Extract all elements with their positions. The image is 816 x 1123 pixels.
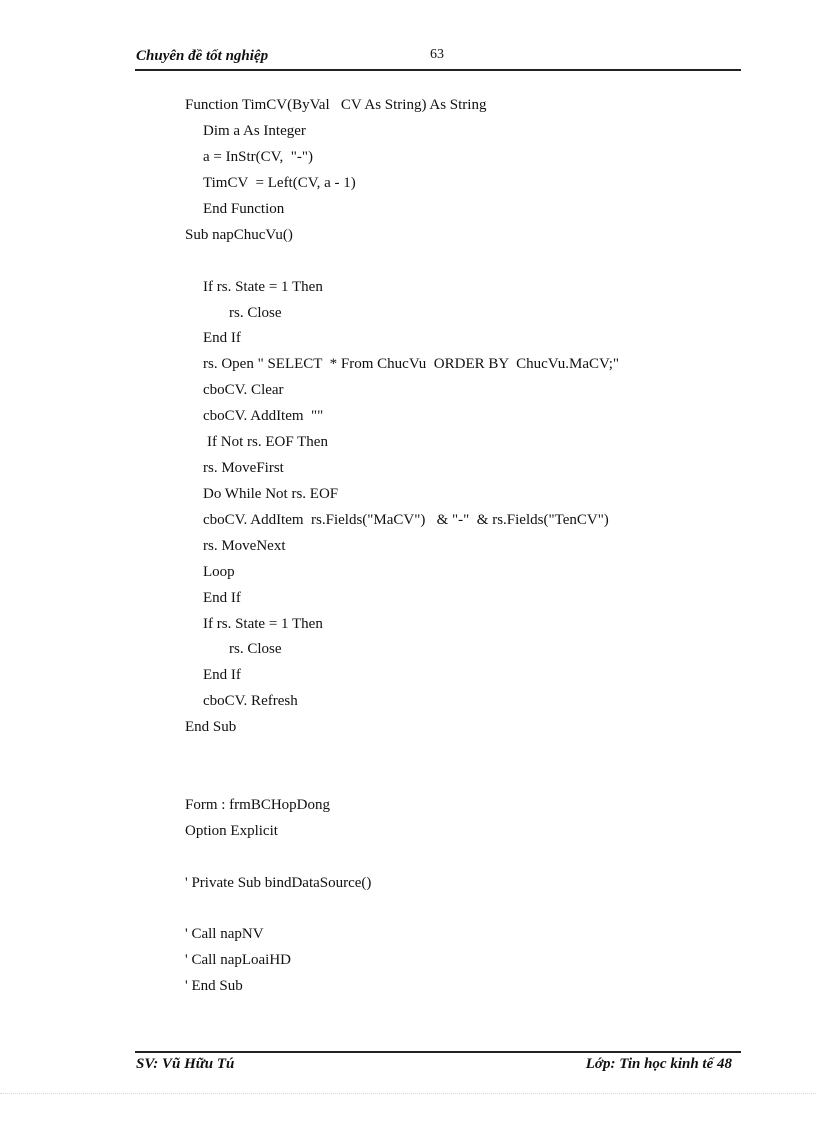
- header-title: Chuyên đề tốt nghiệp: [136, 48, 269, 64]
- code-line: cboCV. AddItem rs.Fields("MaCV") & "-" & rs.Fields("TenCV"): [203, 512, 609, 528]
- code-line: a = InStr(CV, "-"): [203, 149, 314, 165]
- code-line: rs. Close: [229, 641, 282, 657]
- code-line: ' Private Sub bindDataSource(): [185, 875, 372, 891]
- code-line: If Not rs. EOF Then: [207, 434, 328, 450]
- page-number: 63: [430, 47, 444, 62]
- code-line: rs. Close: [229, 305, 282, 321]
- code-line: rs. Open " SELECT * From ChucVu ORDER BY ChucVu.MaCV;": [203, 356, 619, 372]
- code-line: Loop: [203, 564, 235, 580]
- footer-student: SV: Vũ Hữu Tú: [136, 1056, 235, 1072]
- code-line: Option Explicit: [185, 823, 278, 839]
- code-line: Form : frmBCHopDong: [185, 797, 331, 813]
- code-line: End If: [203, 667, 241, 683]
- code-line: Function TimCV(ByVal CV As String) As String: [185, 97, 487, 113]
- page-bottom-edge: [0, 1093, 816, 1094]
- footer-divider: [135, 1051, 741, 1053]
- code-line: TimCV = Left(CV, a - 1): [203, 175, 356, 191]
- code-line: rs. MoveNext: [203, 538, 286, 554]
- code-line: If rs. State = 1 Then: [203, 279, 323, 295]
- code-line: rs. MoveFirst: [203, 460, 284, 476]
- code-line: End Sub: [185, 719, 237, 735]
- code-line: ' Call napNV: [185, 926, 264, 942]
- code-line: If rs. State = 1 Then: [203, 616, 323, 632]
- footer-class: Lớp: Tin học kinh tế 48: [585, 1056, 732, 1072]
- code-line: End Function: [203, 201, 285, 217]
- code-line: ' End Sub: [185, 978, 243, 994]
- code-line: cboCV. AddItem "": [203, 408, 324, 424]
- code-line: Sub napChucVu(): [185, 227, 293, 243]
- code-line: End If: [203, 590, 241, 606]
- code-line: End If: [203, 330, 241, 346]
- code-line: Do While Not rs. EOF: [203, 486, 339, 502]
- code-line: cboCV. Refresh: [203, 693, 298, 709]
- code-line: cboCV. Clear: [203, 382, 284, 398]
- code-line: Dim a As Integer: [203, 123, 306, 139]
- header-divider: [135, 69, 741, 71]
- code-line: ' Call napLoaiHD: [185, 952, 292, 968]
